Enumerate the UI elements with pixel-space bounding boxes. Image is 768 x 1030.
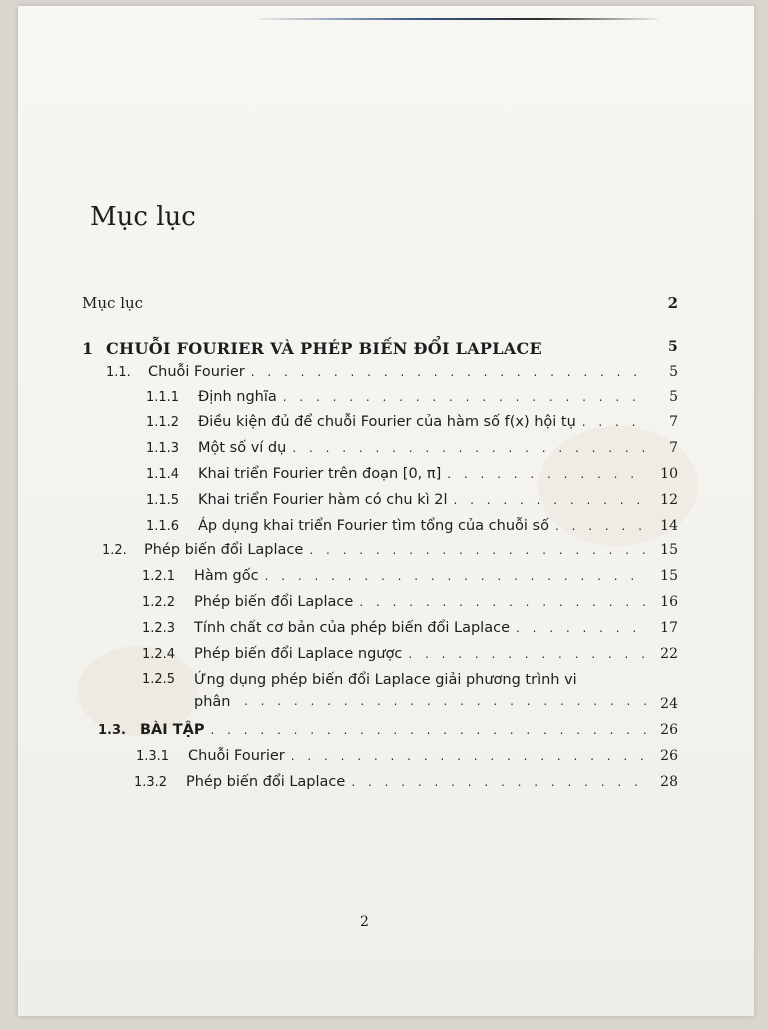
toc-entry-1-2-5[interactable] [142,672,678,716]
toc-header-page: 2 [667,294,678,312]
toc-entry-1-1-4[interactable] [146,466,678,488]
entry-title: Hàm gốc [194,568,259,584]
dot-leader [285,749,648,763]
toc-entry-1-2[interactable] [102,542,678,564]
entry-page: 22 [660,646,678,662]
entry-title: Tính chất cơ bản của phép biến đổi Laplace [194,620,510,636]
toc-entry-1-2-2[interactable] [142,594,678,616]
entry-title: Ứng dụng phép biến đổi Laplace giải phương trình vi [194,672,577,688]
entry-page: 14 [660,518,678,534]
entry-title: Định nghĩa [198,389,277,405]
chapter-page: 5 [667,339,678,355]
entry-number: 1.2. [102,543,127,558]
entry-number: 1.2.4 [142,647,176,662]
entry-page: 15 [660,568,678,584]
entry-title: Chuỗi Fourier [148,364,245,380]
entry-title: Phép biến đổi Laplace ngược [194,646,403,662]
chapter-number: 1 [82,339,94,358]
entry-title: Khai triển Fourier trên đoạn [0, π] [198,466,442,482]
entry-page: 7 [669,414,678,430]
page-heading: Mục lục [90,202,196,232]
entry-page: 28 [660,774,678,790]
chapter-title: CHUỖI FOURIER VÀ PHÉP BIẾN ĐỔI LAPLACE [106,339,543,358]
entry-title: Phép biến đổi Laplace [194,594,354,610]
entry-number: 1.3.2 [134,775,168,790]
dot-leader [353,595,648,609]
toc-entry-1-1-5[interactable] [146,492,678,514]
entry-number: 1.2.3 [142,621,176,636]
toc-entry-1-1-6[interactable] [146,518,678,540]
entry-page: 26 [660,748,678,764]
dot-leader [549,519,648,533]
entry-number: 1.1.2 [146,415,180,430]
toc-entry-1-3[interactable] [98,722,678,744]
entry-number: 1.1.3 [146,441,180,456]
entry-number: 1.1.1 [146,390,180,405]
dot-leader [510,621,648,635]
toc-entry-1-2-3[interactable] [142,620,678,642]
dot-leader [345,775,648,789]
dot-leader [441,467,648,481]
scan-edge-line [258,18,658,20]
entry-page: 16 [660,594,678,610]
entry-number: 1.1.4 [146,467,180,482]
dot-leader [277,390,648,404]
entry-title: BÀI TẬP [140,722,205,738]
page-number: 2 [360,914,369,930]
toc-entry-1-1-2[interactable] [146,414,678,436]
dot-leader [245,365,648,379]
toc-entry-1-3-2[interactable] [134,774,678,796]
toc-entry-1-1[interactable] [106,364,678,386]
entry-page: 5 [669,389,678,405]
entry-number: 1.2.5 [142,672,176,687]
entry-number: 1.1. [106,365,131,380]
toc-header-entry[interactable] [82,294,678,312]
document-page [18,6,754,1016]
toc-entry-1-2-4[interactable] [142,646,678,668]
entry-title: Điều kiện đủ để chuỗi Fourier của hàm số f(x) hội tụ [198,414,576,430]
entry-number: 1.3.1 [136,749,170,764]
chapter-entry[interactable] [82,339,678,358]
dot-leader [286,441,648,455]
entry-number: 1.1.5 [146,493,180,508]
entry-page: 24 [660,696,678,712]
toc-entry-1-3-1[interactable] [136,748,678,770]
dot-leader [238,694,648,708]
entry-page: 17 [660,620,678,636]
entry-number: 1.3. [98,723,126,738]
entry-title: Một số ví dụ [198,440,287,456]
entry-title: Khai triển Fourier hàm có chu kì 2l [198,492,448,508]
dot-leader [259,569,648,583]
entry-title-continuation: phân [194,694,231,710]
entry-title: Áp dụng khai triển Fourier tìm tổng của chuỗi số [198,518,549,534]
dot-leader [402,647,648,661]
dot-leader [303,543,648,557]
entry-number: 1.2.1 [142,569,176,584]
entry-page: 7 [669,440,678,456]
dot-leader [448,493,649,507]
entry-page: 10 [660,466,678,482]
entry-number: 1.2.2 [142,595,176,610]
entry-title: Phép biến đổi Laplace [186,774,346,790]
toc-entry-1-1-3[interactable] [146,440,678,462]
toc-entry-1-2-1[interactable] [142,568,678,590]
entry-title: Chuỗi Fourier [188,748,285,764]
toc-entry-1-1-1[interactable] [146,389,678,411]
toc-header-title: Mục lục [82,294,144,312]
entry-page: 26 [660,722,678,738]
entry-page: 12 [660,492,678,508]
entry-title: Phép biến đổi Laplace [144,542,304,558]
entry-page: 5 [669,364,678,380]
entry-page: 15 [660,542,678,558]
dot-leader [576,415,648,429]
entry-number: 1.1.6 [146,519,180,534]
dot-leader [204,723,648,737]
